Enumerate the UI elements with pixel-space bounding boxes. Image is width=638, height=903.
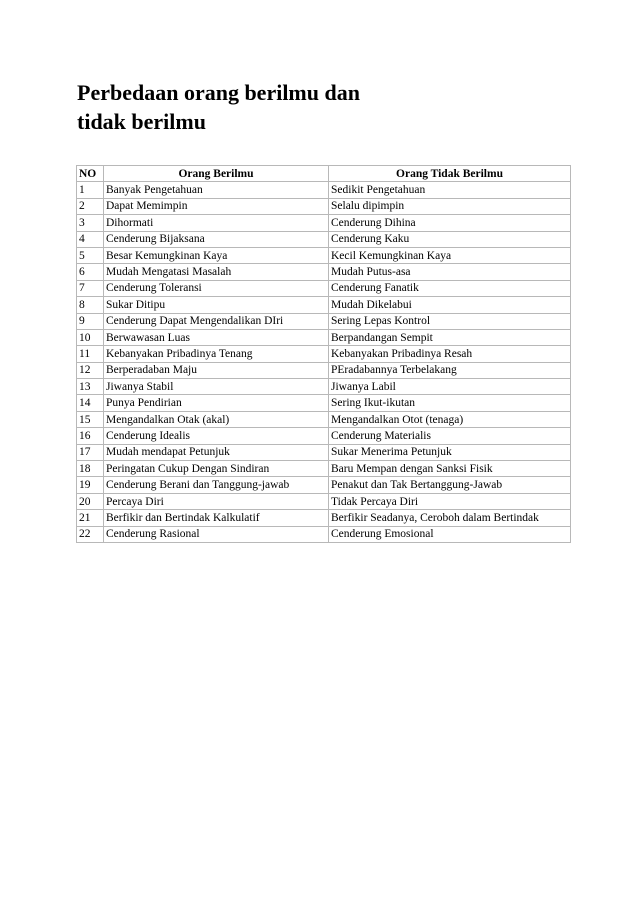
cell-orang-berilmu: Cenderung Rasional [104, 526, 329, 542]
cell-orang-tidak-berilmu: Jiwanya Labil [329, 379, 571, 395]
cell-orang-berilmu: Cenderung Dapat Mengendalikan DIri [104, 313, 329, 329]
table-row [77, 215, 571, 231]
cell-orang-berilmu: Cenderung Berani dan Tanggung-jawab [104, 477, 329, 493]
cell-orang-berilmu: Jiwanya Stabil [104, 379, 329, 395]
cell-orang-tidak-berilmu: Berpandangan Sempit [329, 329, 571, 345]
header-no: NO [77, 166, 104, 182]
cell-orang-berilmu: Kebanyakan Pribadinya Tenang [104, 346, 329, 362]
cell-no: 9 [77, 313, 104, 329]
cell-orang-berilmu: Dihormati [104, 215, 329, 231]
cell-orang-tidak-berilmu: Cenderung Kaku [329, 231, 571, 247]
page-title-line-2: tidak berilmu [77, 109, 206, 134]
cell-no: 4 [77, 231, 104, 247]
cell-orang-tidak-berilmu: Tidak Percaya Diri [329, 493, 571, 509]
cell-orang-berilmu: Cenderung Toleransi [104, 280, 329, 296]
table-header-row [77, 166, 571, 182]
cell-no: 19 [77, 477, 104, 493]
cell-no: 22 [77, 526, 104, 542]
cell-orang-berilmu: Peringatan Cukup Dengan Sindiran [104, 461, 329, 477]
cell-orang-berilmu: Berwawasan Luas [104, 329, 329, 345]
cell-orang-tidak-berilmu: Cenderung Dihina [329, 215, 571, 231]
cell-no: 12 [77, 362, 104, 378]
cell-orang-berilmu: Mudah mendapat Petunjuk [104, 444, 329, 460]
table-row [77, 297, 571, 313]
table-row [77, 198, 571, 214]
cell-orang-berilmu: Berperadaban Maju [104, 362, 329, 378]
table-row [77, 247, 571, 263]
cell-orang-tidak-berilmu: Mengandalkan Otot (tenaga) [329, 411, 571, 427]
table-row [77, 231, 571, 247]
header-orang-berilmu: Orang Berilmu [104, 166, 329, 182]
cell-no: 14 [77, 395, 104, 411]
table-row [77, 411, 571, 427]
cell-orang-tidak-berilmu: Sering Lepas Kontrol [329, 313, 571, 329]
table-row [77, 379, 571, 395]
table-row [77, 313, 571, 329]
table-row [77, 264, 571, 280]
cell-no: 18 [77, 461, 104, 477]
cell-orang-tidak-berilmu: Mudah Dikelabui [329, 297, 571, 313]
table-body [77, 182, 571, 543]
cell-orang-tidak-berilmu: Selalu dipimpin [329, 198, 571, 214]
cell-no: 11 [77, 346, 104, 362]
table-row [77, 346, 571, 362]
cell-no: 1 [77, 182, 104, 198]
cell-no: 13 [77, 379, 104, 395]
cell-orang-berilmu: Cenderung Bijaksana [104, 231, 329, 247]
page-title-line-1: Perbedaan orang berilmu dan [77, 80, 360, 105]
cell-orang-tidak-berilmu: Cenderung Fanatik [329, 280, 571, 296]
cell-no: 8 [77, 297, 104, 313]
cell-orang-tidak-berilmu: Sukar Menerima Petunjuk [329, 444, 571, 460]
cell-no: 2 [77, 198, 104, 214]
cell-orang-berilmu: Punya Pendirian [104, 395, 329, 411]
cell-no: 3 [77, 215, 104, 231]
cell-orang-berilmu: Mengandalkan Otak (akal) [104, 411, 329, 427]
cell-orang-berilmu: Mudah Mengatasi Masalah [104, 264, 329, 280]
cell-orang-tidak-berilmu: Sering Ikut-ikutan [329, 395, 571, 411]
cell-no: 21 [77, 510, 104, 526]
table-row [77, 395, 571, 411]
header-orang-tidak-berilmu: Orang Tidak Berilmu [329, 166, 571, 182]
cell-no: 20 [77, 493, 104, 509]
table-row [77, 526, 571, 542]
table-row [77, 510, 571, 526]
cell-orang-tidak-berilmu: Berfikir Seadanya, Ceroboh dalam Bertindak [329, 510, 571, 526]
cell-orang-berilmu: Besar Kemungkinan Kaya [104, 247, 329, 263]
cell-no: 15 [77, 411, 104, 427]
cell-orang-berilmu: Berfikir dan Bertindak Kalkulatif [104, 510, 329, 526]
cell-orang-tidak-berilmu: Kecil Kemungkinan Kaya [329, 247, 571, 263]
cell-no: 16 [77, 428, 104, 444]
table-row [77, 280, 571, 296]
cell-orang-tidak-berilmu: PEradabannya Terbelakang [329, 362, 571, 378]
cell-no: 7 [77, 280, 104, 296]
cell-orang-tidak-berilmu: Baru Mempan dengan Sanksi Fisik [329, 461, 571, 477]
table-row [77, 362, 571, 378]
table-row [77, 461, 571, 477]
table-row [77, 444, 571, 460]
cell-no: 17 [77, 444, 104, 460]
cell-orang-tidak-berilmu: Sedikit Pengetahuan [329, 182, 571, 198]
table-row [77, 329, 571, 345]
cell-orang-berilmu: Dapat Memimpin [104, 198, 329, 214]
cell-no: 6 [77, 264, 104, 280]
cell-orang-berilmu: Sukar Ditipu [104, 297, 329, 313]
cell-no: 10 [77, 329, 104, 345]
cell-orang-tidak-berilmu: Cenderung Materialis [329, 428, 571, 444]
cell-orang-tidak-berilmu: Mudah Putus-asa [329, 264, 571, 280]
cell-orang-berilmu: Cenderung Idealis [104, 428, 329, 444]
cell-orang-tidak-berilmu: Penakut dan Tak Bertanggung-Jawab [329, 477, 571, 493]
cell-orang-berilmu: Percaya Diri [104, 493, 329, 509]
table-row [77, 493, 571, 509]
page-title [77, 78, 437, 136]
table-row [77, 428, 571, 444]
cell-orang-tidak-berilmu: Kebanyakan Pribadinya Resah [329, 346, 571, 362]
cell-no: 5 [77, 247, 104, 263]
table-row [77, 477, 571, 493]
table-row [77, 182, 571, 198]
cell-orang-tidak-berilmu: Cenderung Emosional [329, 526, 571, 542]
cell-orang-berilmu: Banyak Pengetahuan [104, 182, 329, 198]
comparison-table [76, 165, 571, 543]
